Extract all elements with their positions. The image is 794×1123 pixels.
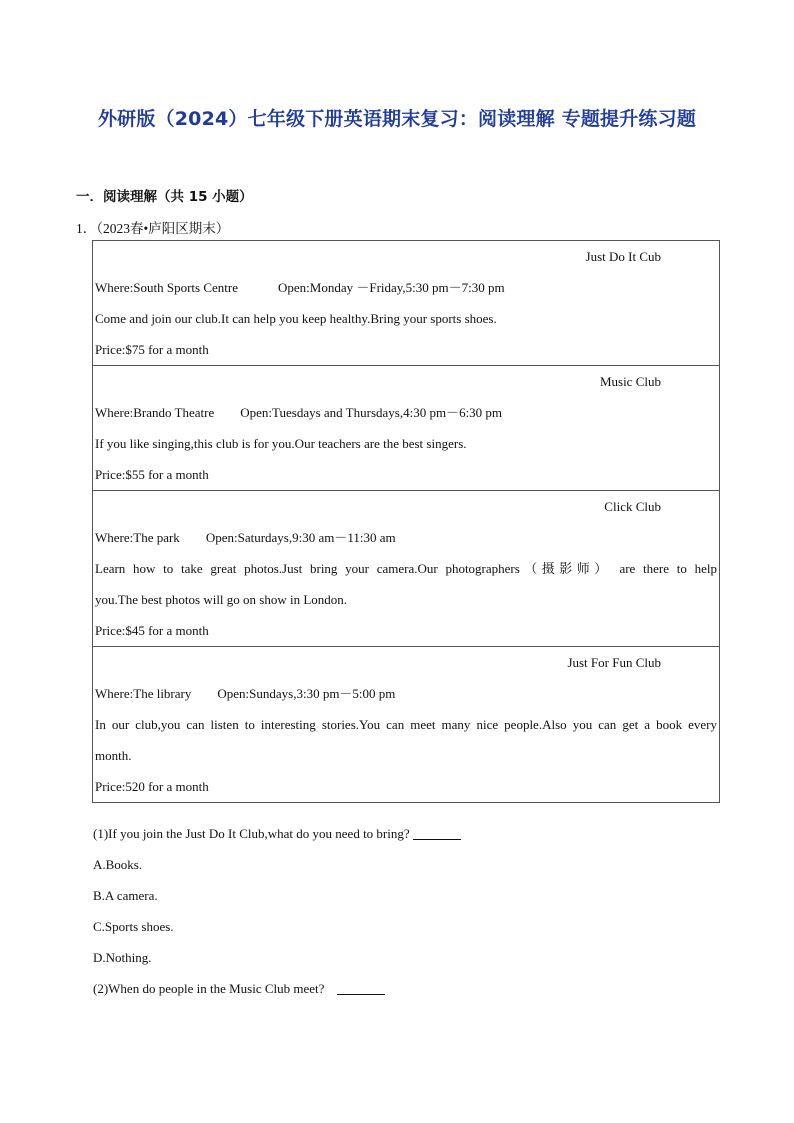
club-where-open bbox=[95, 272, 717, 303]
answer-blank bbox=[413, 825, 461, 840]
club-where: Where:The library bbox=[95, 686, 192, 701]
club-cell bbox=[93, 647, 720, 803]
club-row-music bbox=[93, 366, 720, 491]
club-description: In our club,you can listen to interesting stories.You can meet many nice people.Also you can get a book every bbox=[95, 717, 717, 732]
option-a: A.Books. bbox=[93, 857, 143, 872]
club-name: Just For Fun Club bbox=[567, 655, 661, 670]
questions bbox=[93, 818, 461, 1004]
club-description-cont: month. bbox=[95, 748, 132, 763]
club-open: Open:Monday －Friday,5:30 pm－7:30 pm bbox=[277, 280, 505, 295]
clubs-table bbox=[92, 240, 720, 803]
question-1: (1)If you join the Just Do It Club,what do you need to bring? bbox=[93, 818, 461, 849]
club-name: Just Do It Cub bbox=[585, 249, 661, 264]
club-open: Open:Saturdays,9:30 am－11:30 am bbox=[205, 530, 396, 545]
club-cell bbox=[93, 366, 720, 491]
section-heading: 一．阅读理解（共 15 小题） bbox=[76, 189, 253, 205]
club-open: Open:Sundays,3:30 pm－5:00 pm bbox=[217, 686, 396, 701]
club-where-open bbox=[95, 678, 717, 709]
club-row-click bbox=[93, 491, 720, 647]
club-description: If you like singing,this club is for you.Our teachers are the best singers. bbox=[95, 436, 467, 451]
club-where: Where:Brando Theatre bbox=[95, 405, 215, 420]
club-cell bbox=[93, 491, 720, 647]
club-where: Where:South Sports Centre bbox=[95, 280, 238, 295]
question-2: (2)When do people in the Music Club meet? bbox=[93, 973, 461, 1004]
club-price: Price:520 for a month bbox=[95, 779, 209, 794]
club-row-just-do-it bbox=[93, 241, 720, 366]
option-c: C.Sports shoes. bbox=[93, 919, 174, 934]
club-description: Learn how to take great photos.Just bring your camera.Our photographers（摄影师） are there to help bbox=[95, 561, 717, 576]
question-number: 1． bbox=[76, 221, 97, 236]
club-description: Come and join our club.It can help you keep healthy.Bring your sports shoes. bbox=[95, 311, 497, 326]
club-price: Price:$45 for a month bbox=[95, 623, 209, 638]
club-open: Open:Tuesdays and Thursdays,4:30 pm－6:30 pm bbox=[240, 405, 503, 420]
club-where-open bbox=[95, 522, 717, 553]
club-price: Price:$75 for a month bbox=[95, 342, 209, 357]
club-where: Where:The park bbox=[95, 530, 180, 545]
answer-blank bbox=[337, 980, 385, 995]
question-header bbox=[76, 217, 229, 237]
page-title: 外研版（2024）七年级下册英语期末复习：阅读理解 专题提升练习题 bbox=[97, 108, 697, 130]
option-d: D.Nothing. bbox=[93, 950, 152, 965]
club-name: Music Club bbox=[599, 374, 661, 389]
club-where-open bbox=[95, 397, 717, 428]
club-description-cont: you.The best photos will go on show in London. bbox=[95, 592, 348, 607]
question-source: （2023春•庐阳区期末） bbox=[96, 221, 230, 236]
club-row-just-for-fun bbox=[93, 647, 720, 803]
club-price: Price:$55 for a month bbox=[95, 467, 209, 482]
club-cell bbox=[93, 241, 720, 366]
club-name: Click Club bbox=[604, 499, 661, 514]
option-b: B.A camera. bbox=[93, 888, 158, 903]
